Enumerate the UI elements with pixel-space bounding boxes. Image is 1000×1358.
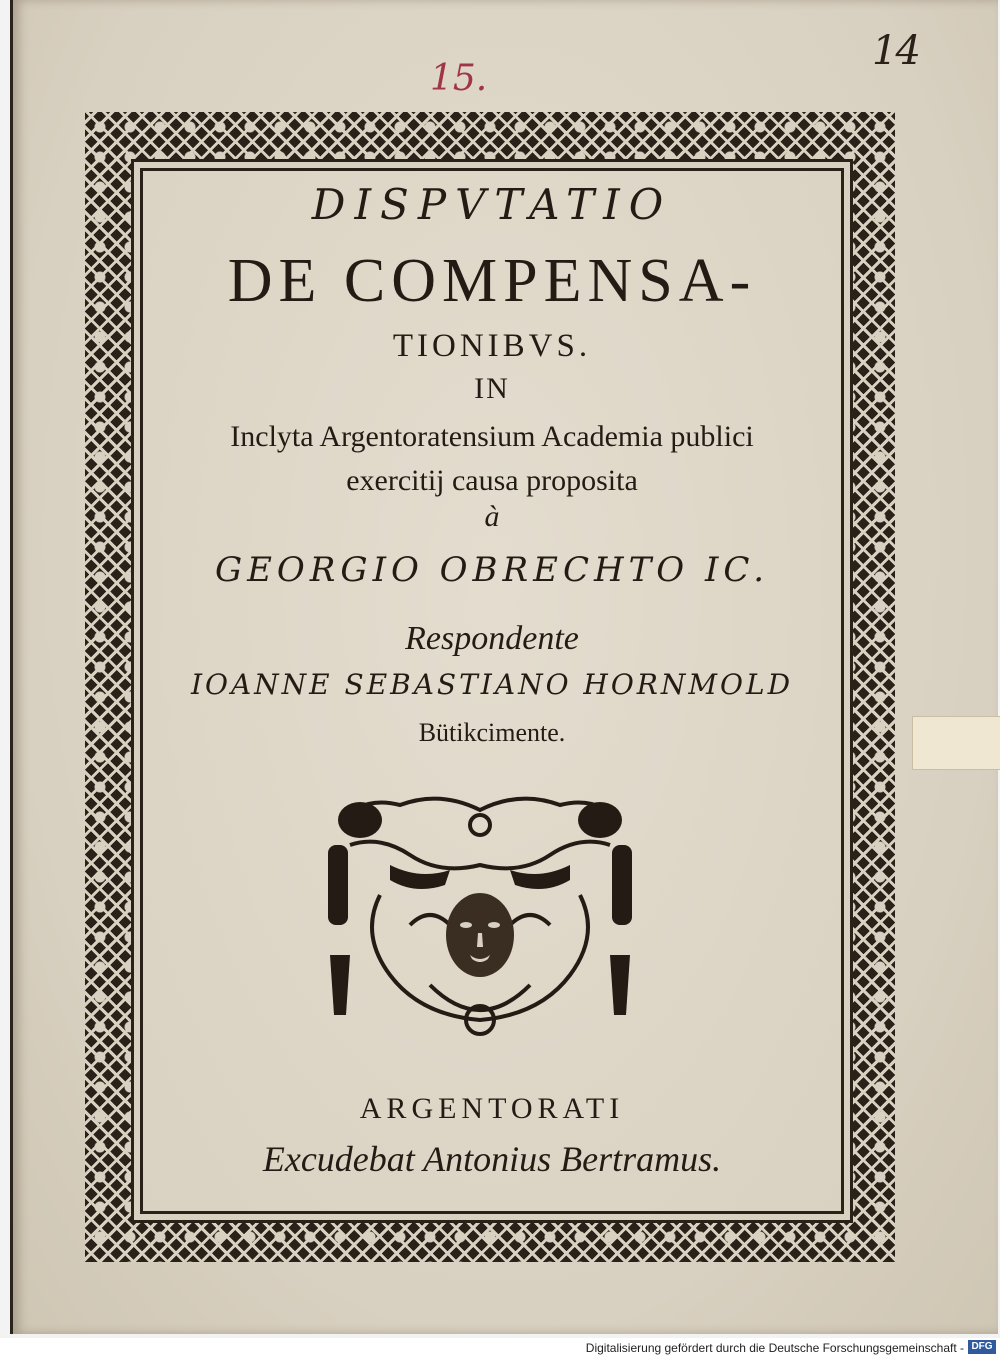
title-line-a: à xyxy=(484,500,500,533)
imprint-printer: Excudebat Antonius Bertramus. xyxy=(262,1139,722,1179)
title-line-academia: Inclyta Argentoratensium Academia publici xyxy=(230,420,754,453)
title-line-de-compensa: DE COMPENSA- xyxy=(227,247,757,315)
title-line-in: IN xyxy=(474,372,510,405)
handwritten-shelfmark: 15. xyxy=(430,58,488,99)
title-line-disputatio: DISPVTATIO xyxy=(311,180,673,229)
title-line-exercitij: exercitij causa proposita xyxy=(346,464,638,497)
respondente-label: Respondente xyxy=(405,620,579,657)
author-name: GEORGIO OBRECHTO IC. xyxy=(214,550,770,590)
printers-device-mask-icon xyxy=(320,785,640,1047)
paper-tab-marker xyxy=(912,716,1000,770)
respondent-name: IOANNE SEBASTIANO HORNMOLD xyxy=(190,668,794,701)
imprint-place: ARGENTORATI xyxy=(359,1092,625,1125)
respondent-origin: Bütikcimente. xyxy=(418,718,566,747)
folio-number: 14 xyxy=(872,28,919,74)
title-line-tionibus: TIONIBVS. xyxy=(392,328,592,364)
funding-notice: Digitalisierung gefördert durch die Deutsche Forschungsgemeinschaft - xyxy=(585,1341,964,1355)
dfg-logo: DFG xyxy=(968,1340,996,1354)
